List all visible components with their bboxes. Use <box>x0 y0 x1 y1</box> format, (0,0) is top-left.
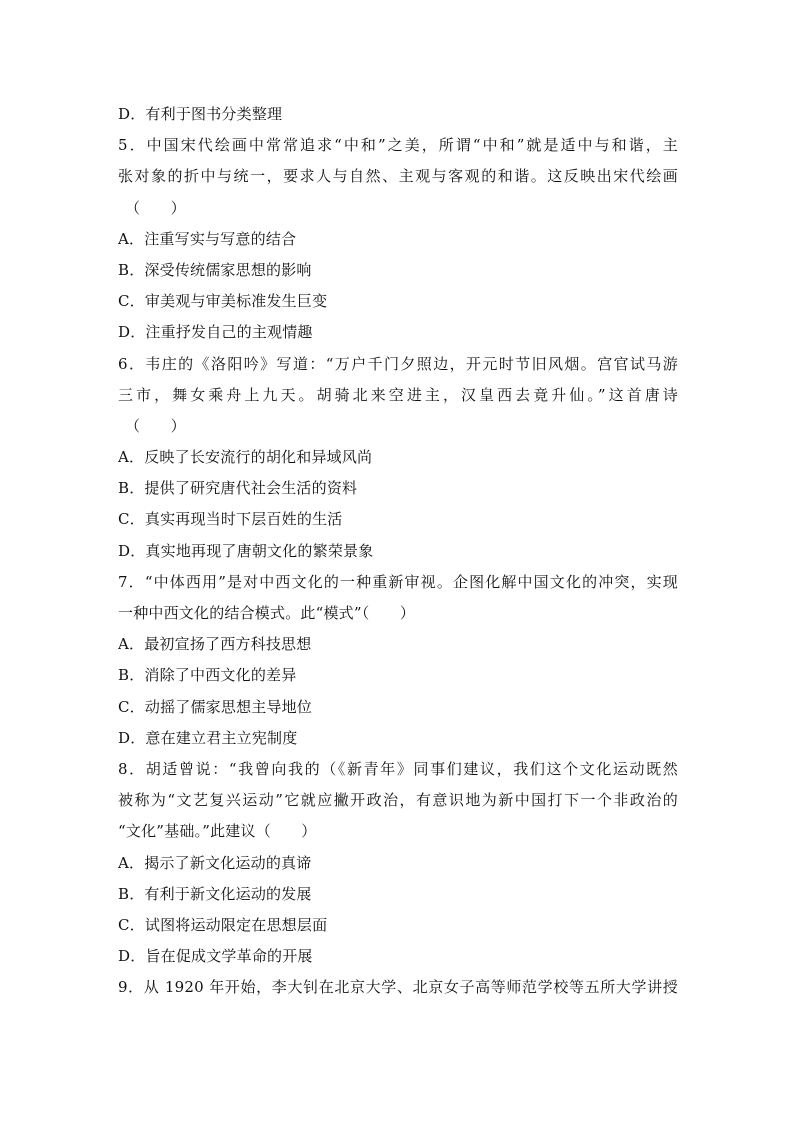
option-line: A．最初宣扬了西方科技思想 <box>118 635 312 654</box>
option-line: D．注重抒发自己的主观情趣 <box>118 323 313 342</box>
question-stem-line: 5．中国宋代绘画中常常追求“中和”之美，所谓“中和”就是适中与和谐，主 <box>118 136 678 155</box>
answer-blank: （ ） <box>125 198 186 217</box>
option-line: A．注重写实与写意的结合 <box>118 229 297 248</box>
option-line: C．动摇了儒家思想主导地位 <box>118 697 313 716</box>
option-line: A．反映了长安流行的胡化和异域风尚 <box>118 448 373 467</box>
question-stem-line: 6．韦庄的《洛阳吟》写道：“万户千门夕照边，开元时节旧风烟。宫官试马游 <box>118 354 678 373</box>
question-stem-line: 8．胡适曾说：“我曾向我的（《新青年》同事们建议，我们这个文化运动既然 <box>118 759 678 778</box>
question-stem-line: 一种中西文化的结合模式。此“模式”（ ） <box>118 604 416 622</box>
question-stem-line: 张对象的折中与统一，要求人与自然、主观与客观的和谐。这反映出宋代绘画 <box>118 167 678 186</box>
option-line: C．审美观与审美标准发生巨变 <box>118 292 328 311</box>
question-stem-line: 被称为“文艺复兴运动”它就应撇开政治，有意识地为新中国打下一个非政治的 <box>118 791 678 810</box>
option-line: B．有利于新文化运动的发展 <box>118 884 312 903</box>
option-line: A．揭示了新文化运动的真谛 <box>118 853 312 872</box>
answer-blank: （ ） <box>125 416 186 435</box>
option-line: D．真实地再现了唐朝文化的繁荣景象 <box>118 541 374 560</box>
option-line: B．消除了中西文化的差异 <box>118 666 297 685</box>
option-line: B．提供了研究唐代社会生活的资料 <box>118 479 358 498</box>
option-line: D．有利于图书分类整理 <box>118 105 283 123</box>
option-line: C．试图将运动限定在思想层面 <box>118 915 328 934</box>
question-stem-line: 9．从 1920 年开始，李大钊在北京大学、北京女子高等师范学校等五所大学讲授 <box>118 978 678 997</box>
question-stem-line: “文化”基础。”此建议（ ） <box>118 822 317 841</box>
question-stem-line: 7．“中体西用”是对中西文化的一种重新审视。企图化解中国文化的冲突，实现 <box>118 572 678 591</box>
document-body <box>118 99 678 1003</box>
option-line: D．意在建立君主立宪制度 <box>118 728 298 747</box>
option-line: C．真实再现当时下层百姓的生活 <box>118 510 343 529</box>
option-line: D．旨在促成文学革命的开展 <box>118 947 313 966</box>
question-stem-line: 三市，舞女乘舟上九天。胡骑北来空进主，汉皇西去竟升仙。”这首唐诗 <box>118 385 678 404</box>
option-line: B．深受传统儒家思想的影响 <box>118 260 312 279</box>
